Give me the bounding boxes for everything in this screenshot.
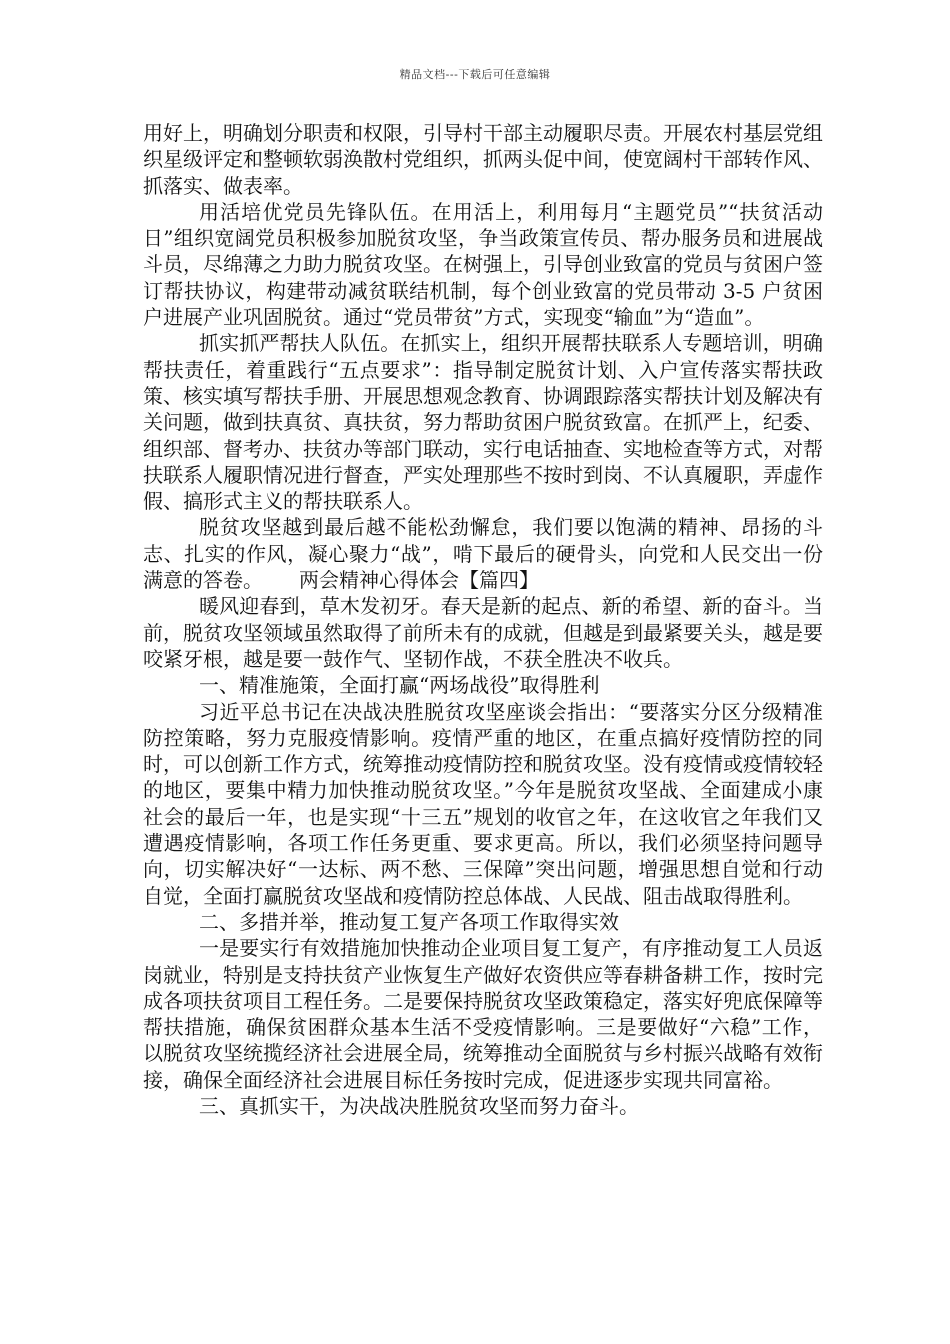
- subheading-1: 一、精准施策，全面打赢“两场战役”取得胜利: [199, 673, 600, 698]
- paragraph-7: 一是要实行有效措施加快推动企业项目复工复产，有序推动复工人员返岗就业，特别是支持扶贫产业恢复生产做好农资供应等春耕备耕工作，按时完成各项扶贫项目工程任务。二是要保持脱贫攻坚政策稳定，落实好兜底保障等帮扶措施，确保贫困群众基本生活不受疫情影响。三是要做好“六稳”工作，以脱贫攻坚统揽经济社会进展全局，统筹推动全面脱贫与乡村振兴战略有效衔接，确保全面经济社会进展目标任务按时完成，促进逐步实现共同富裕。: [143, 936, 823, 1092]
- paragraph-5: 暖风迎春到，草木发初牙。春天是新的起点、新的希望、新的奋斗。当前，脱贫攻坚领域虽然取得了前所未有的成就，但越是到最紧要关头，越是要咬紧牙根，越是要一鼓作气、坚韧作战，不获全胜决不收兵。: [143, 594, 823, 671]
- paragraph-6: 习近平总书记在决战决胜脱贫攻坚座谈会指出：“要落实分区分级精准防控策略，努力克服疫情影响。疫情严重的地区，在重点搞好疫情防控的同时，可以创新工作方式，统筹推动疫情防控和脱贫攻坚。没有疫情或疫情较轻的地区，要集中精力加快推动脱贫攻坚。”今年是脱贫攻坚战、全面建成小康社会的最后一年，也是实现“十三五”规划的收官之年，在这收官之年我们又遭遇疫情影响，各项工作任务更重、要求更高。所以，我们必须坚持问题导向，切实解决好“一达标、两不愁、三保障”突出问题，增强思想自觉和行动自觉，全面打赢脱贫攻坚战和疫情防控总体战、人民战、阻击战取得胜利。: [143, 699, 823, 908]
- paragraph-1: 用好上，明确划分职责和权限，引导村干部主动履职尽责。开展农村基层党组织星级评定和整顿软弱涣散村党组织，抓两头促中间，使宽阔村干部转作风、抓落实、做表率。: [143, 121, 823, 198]
- subheading-2: 二、多措并举，推动复工复产各项工作取得实效: [199, 909, 619, 934]
- subheading-3: 三、真抓实干，为决战决胜脱贫攻坚而努力奋斗。: [199, 1093, 639, 1118]
- paragraph-4-text: 脱贫攻坚越到最后越不能松劲懈怠，我们要以饱满的精神、昂扬的斗志、扎实的作风，凝心聚力“战”，啃下最后的硬骨头，向党和人民交出一份满意的答卷。: [143, 515, 823, 593]
- paragraph-3: 抓实抓严帮扶人队伍。在抓实上，组织开展帮扶联系人专题培训，明确帮扶责任，着重践行“五点要求”：指导制定脱贫计划、入户宣传落实帮扶政策、核实填写帮扶手册、开展思想观念教育、协调跟踪落实帮扶计划及解决有关问题，做到扶真贫、真扶贫，努力帮助贫困户脱贫致富。在抓严上，纪委、组织部、督考办、扶贫办等部门联动，实行电话抽查、实地检查等方式，对帮扶联系人履职情况进行督查，严实处理那些不按时到岗、不认真履职，弄虚作假、搞形式主义的帮扶联系人。: [143, 331, 823, 514]
- paragraph-2: 用活培优党员先锋队伍。在用活上，利用每月“主题党员”“扶贫活动日”组织宽阔党员积极参加脱贫攻坚，争当政策宣传员、帮办服务员和进展战斗员，尽绵薄之力助力脱贫攻坚。在树强上，引导创业致富的党员与贫困户签订帮扶协议，构建带动减贫联结机制，每个创业致富的党员带动 3-5 户贫困户进展产业巩固脱贫。通过“党员带贫”方式，实现变“输血”为“造血”。: [143, 199, 823, 330]
- document-body: [143, 120, 823, 1119]
- page-header: 精品文档---下载后可任意编辑: [399, 68, 551, 81]
- paragraph-4: [143, 514, 823, 593]
- section-heading-part-four: 两会精神心得体会【篇四】: [299, 568, 539, 593]
